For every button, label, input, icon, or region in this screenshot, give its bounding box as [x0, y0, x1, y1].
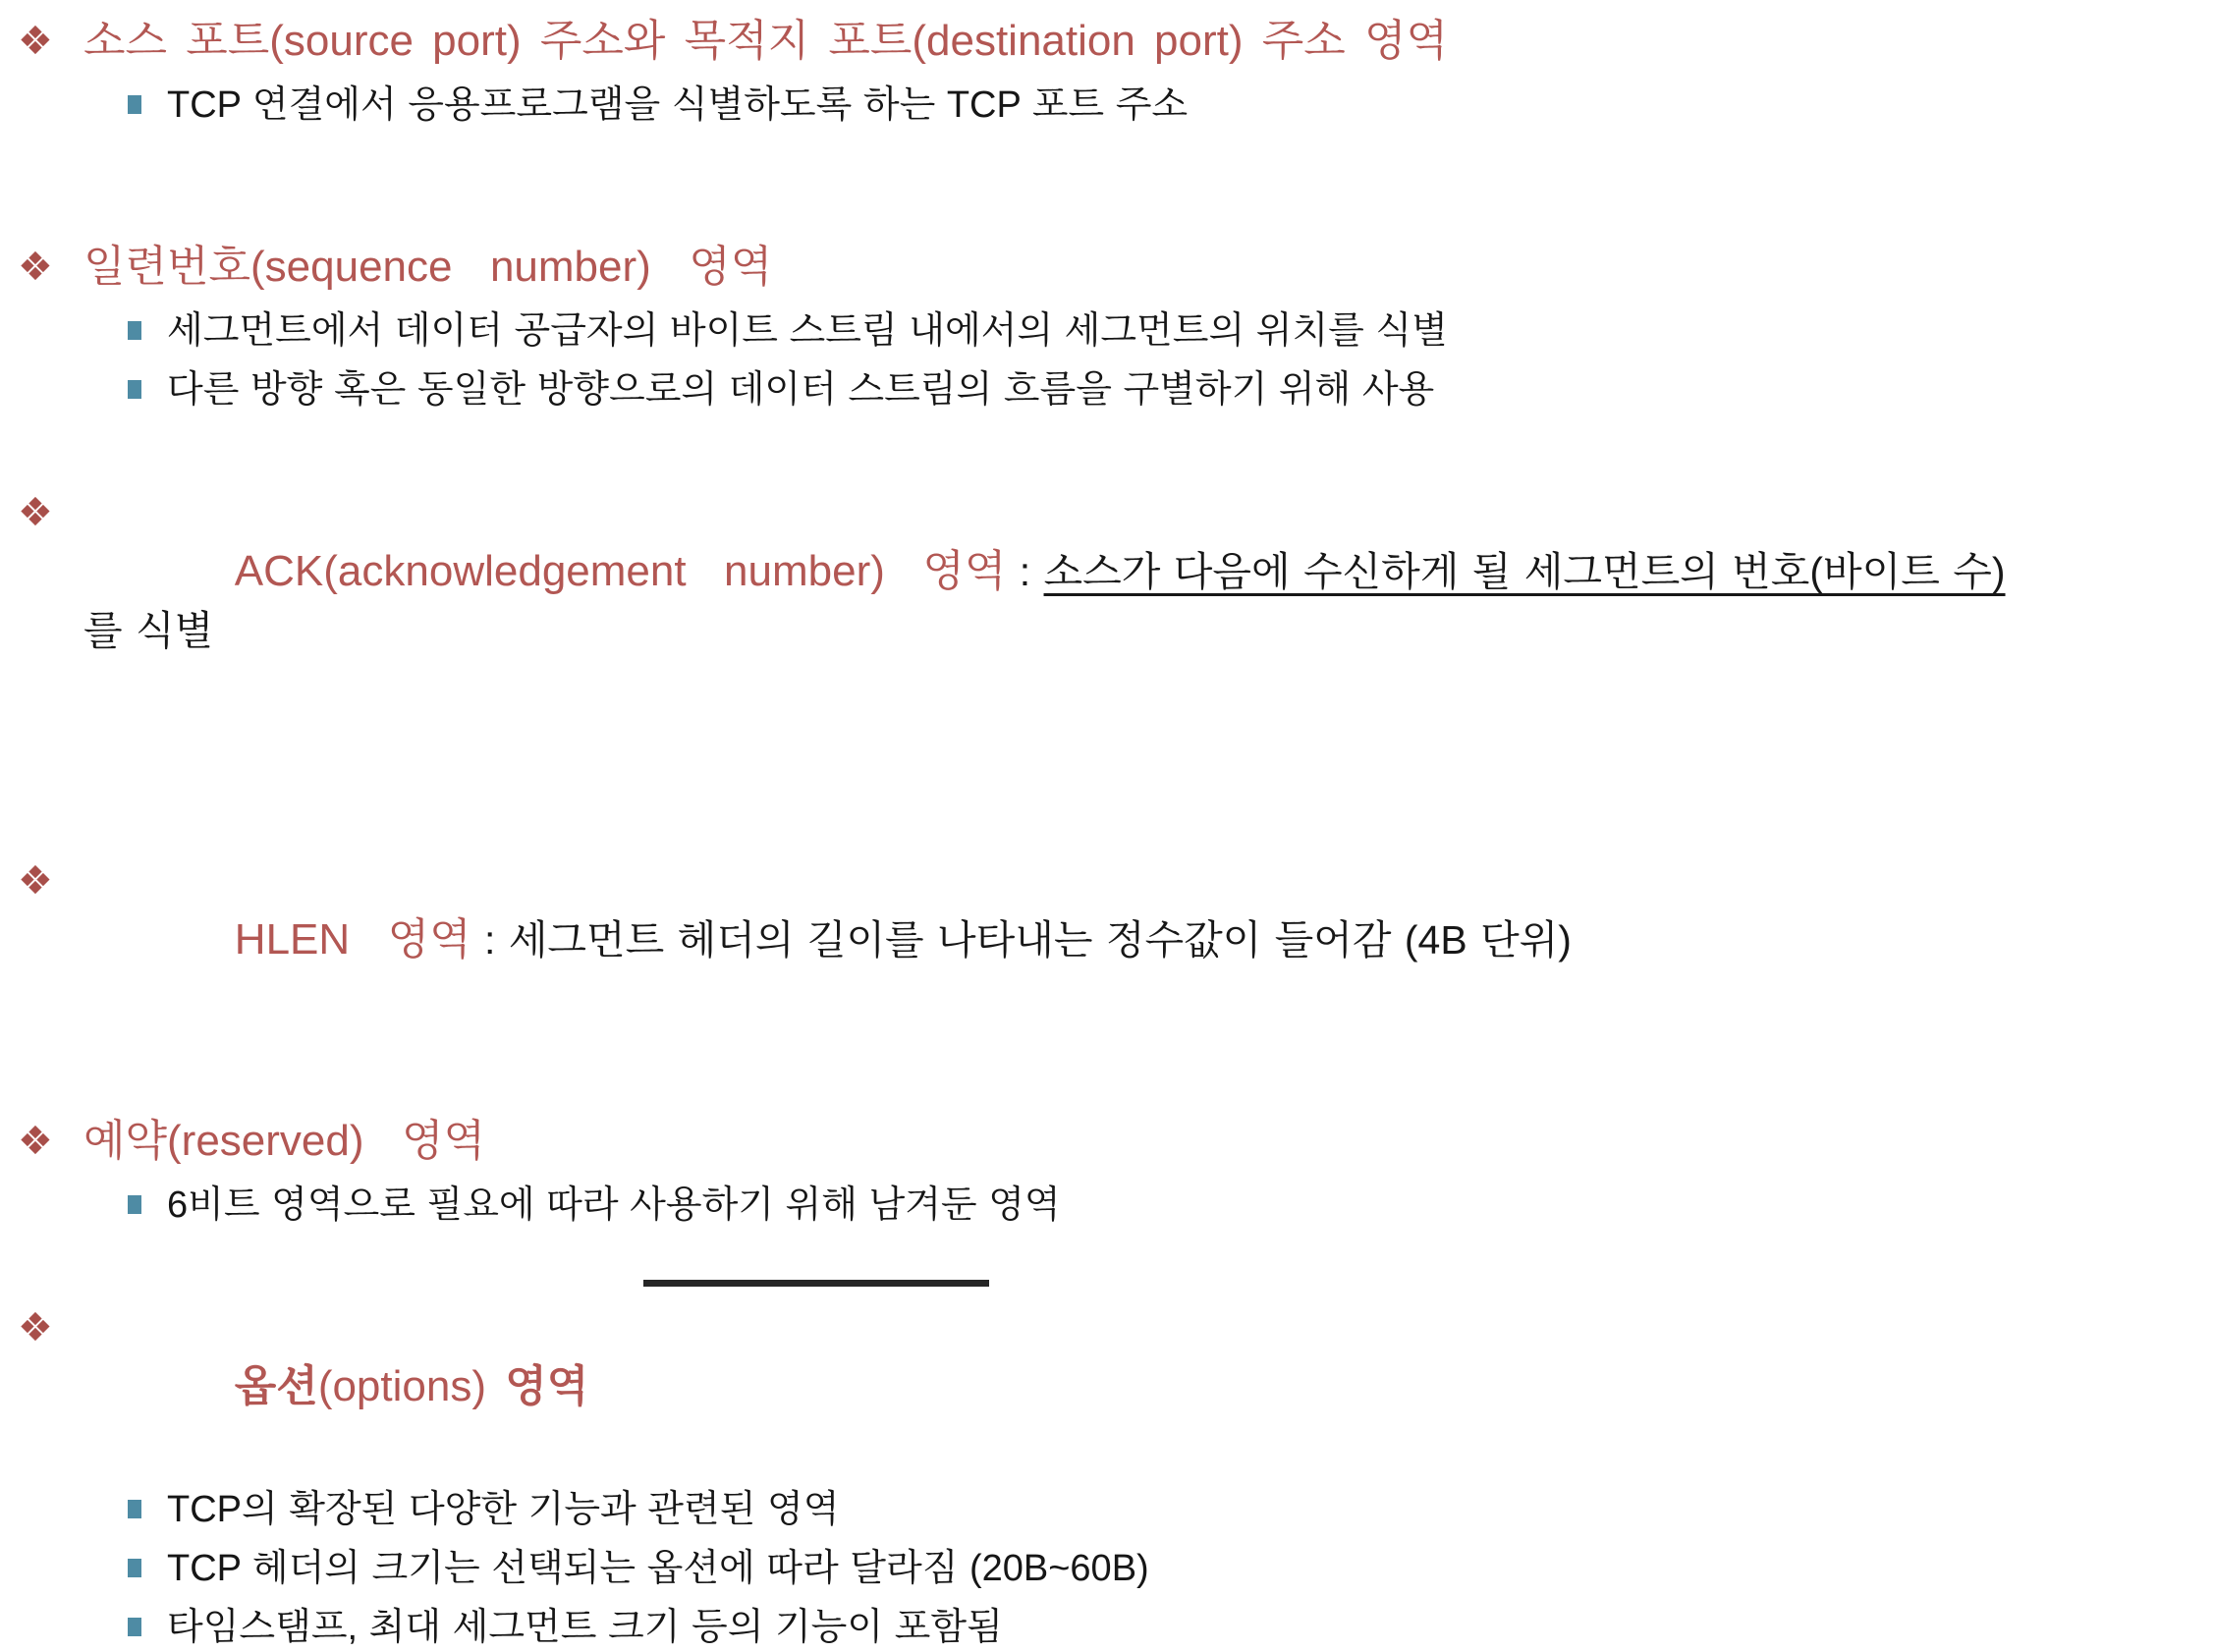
square-bullet-icon: [128, 380, 141, 399]
square-bullet-icon: [128, 1618, 141, 1636]
bullet-text: 타임스탬프, 최대 세그먼트 크기 등의 기능이 포함됨: [167, 1607, 1003, 1648]
heading-underlined-text: 소스가 다음에 수신하게 될 세그먼트의 번호(바이트 수): [1043, 549, 2006, 594]
section-heading: [83, 483, 2190, 778]
section-heading: 소스 포트(source port) 주소와 목적지 포트(destination port) 주소 영역: [83, 17, 1448, 65]
diamond-bullet-icon: ❖: [18, 246, 53, 289]
bullet-item: [12, 81, 2190, 130]
section-options: [12, 1298, 2190, 1652]
section-heading: 예약(reserved) 영역: [83, 1117, 485, 1165]
heading-row: [12, 12, 2190, 71]
bullet-text: TCP의 확장된 다양한 기능과 관련된 영역: [167, 1489, 840, 1530]
bullet-text: 세그먼트에서 데이터 공급자의 바이트 스트림 내에서의 세그먼트의 위치를 식별: [167, 310, 1448, 352]
bullet-item: [12, 1603, 2190, 1652]
square-bullet-icon: [128, 1195, 141, 1214]
heading-separator: :: [1006, 549, 1044, 594]
heading-red-text: HLEN 영역: [234, 915, 471, 964]
diamond-bullet-icon: ❖: [18, 20, 53, 63]
heading-bold-text: 영역: [505, 1362, 589, 1410]
section-heading: [83, 1298, 2190, 1475]
heading-row: [12, 1112, 2190, 1171]
heading-bold-text: 옵션: [234, 1362, 318, 1410]
bullet-text: 6비트 영역으로 필요에 따라 사용하기 위해 남겨둔 영역: [167, 1184, 1061, 1226]
heading-body-text: 세그먼트 헤더의 길이를 나타내는 정수값이 들어감 (4B 단위): [508, 917, 1572, 963]
heading-red-text: ACK(acknowledgement number) 영역: [234, 547, 1007, 595]
section-ack: [12, 483, 2190, 778]
cropped-edge-line: [643, 1280, 989, 1287]
heading-row: [12, 852, 2190, 1028]
heading-row: [12, 1298, 2190, 1475]
heading-row: [12, 483, 2190, 778]
heading-regular-text: (options): [317, 1362, 506, 1410]
bullet-item: [12, 1181, 2190, 1230]
bullet-item: [12, 1485, 2190, 1534]
bullet-text: 다른 방향 혹은 동일한 방향으로의 데이터 스트림의 흐름을 구별하기 위해 사용: [167, 369, 1435, 411]
section-sequence-number: [12, 238, 2190, 414]
square-bullet-icon: [128, 1559, 141, 1577]
diamond-bullet-icon: ❖: [18, 1120, 53, 1163]
heading-separator: :: [470, 917, 509, 963]
square-bullet-icon: [128, 321, 141, 340]
section-heading: [83, 852, 2190, 1028]
square-bullet-icon: [128, 1500, 141, 1518]
heading-row: [12, 238, 2190, 297]
bullet-item: [12, 1544, 2190, 1593]
diamond-bullet-icon: ❖: [18, 1306, 53, 1349]
bullet-item: [12, 365, 2190, 414]
bullet-item: [12, 306, 2190, 356]
diamond-bullet-icon: ❖: [18, 859, 53, 903]
square-bullet-icon: [128, 95, 141, 114]
section-reserved: [12, 1112, 2190, 1230]
heading-tail-text: 를 식별: [83, 608, 214, 653]
bullet-text: TCP 연결에서 응용프로그램을 식별하도록 하는 TCP 포트 주소: [167, 84, 1189, 126]
diamond-bullet-icon: ❖: [18, 491, 53, 534]
section-hlen: [12, 852, 2190, 1028]
section-source-port: [12, 12, 2190, 130]
bullet-text: TCP 헤더의 크기는 선택되는 옵션에 따라 달라짐 (20B~60B): [167, 1548, 1149, 1589]
section-heading: 일련번호(sequence number) 영역: [83, 243, 773, 291]
